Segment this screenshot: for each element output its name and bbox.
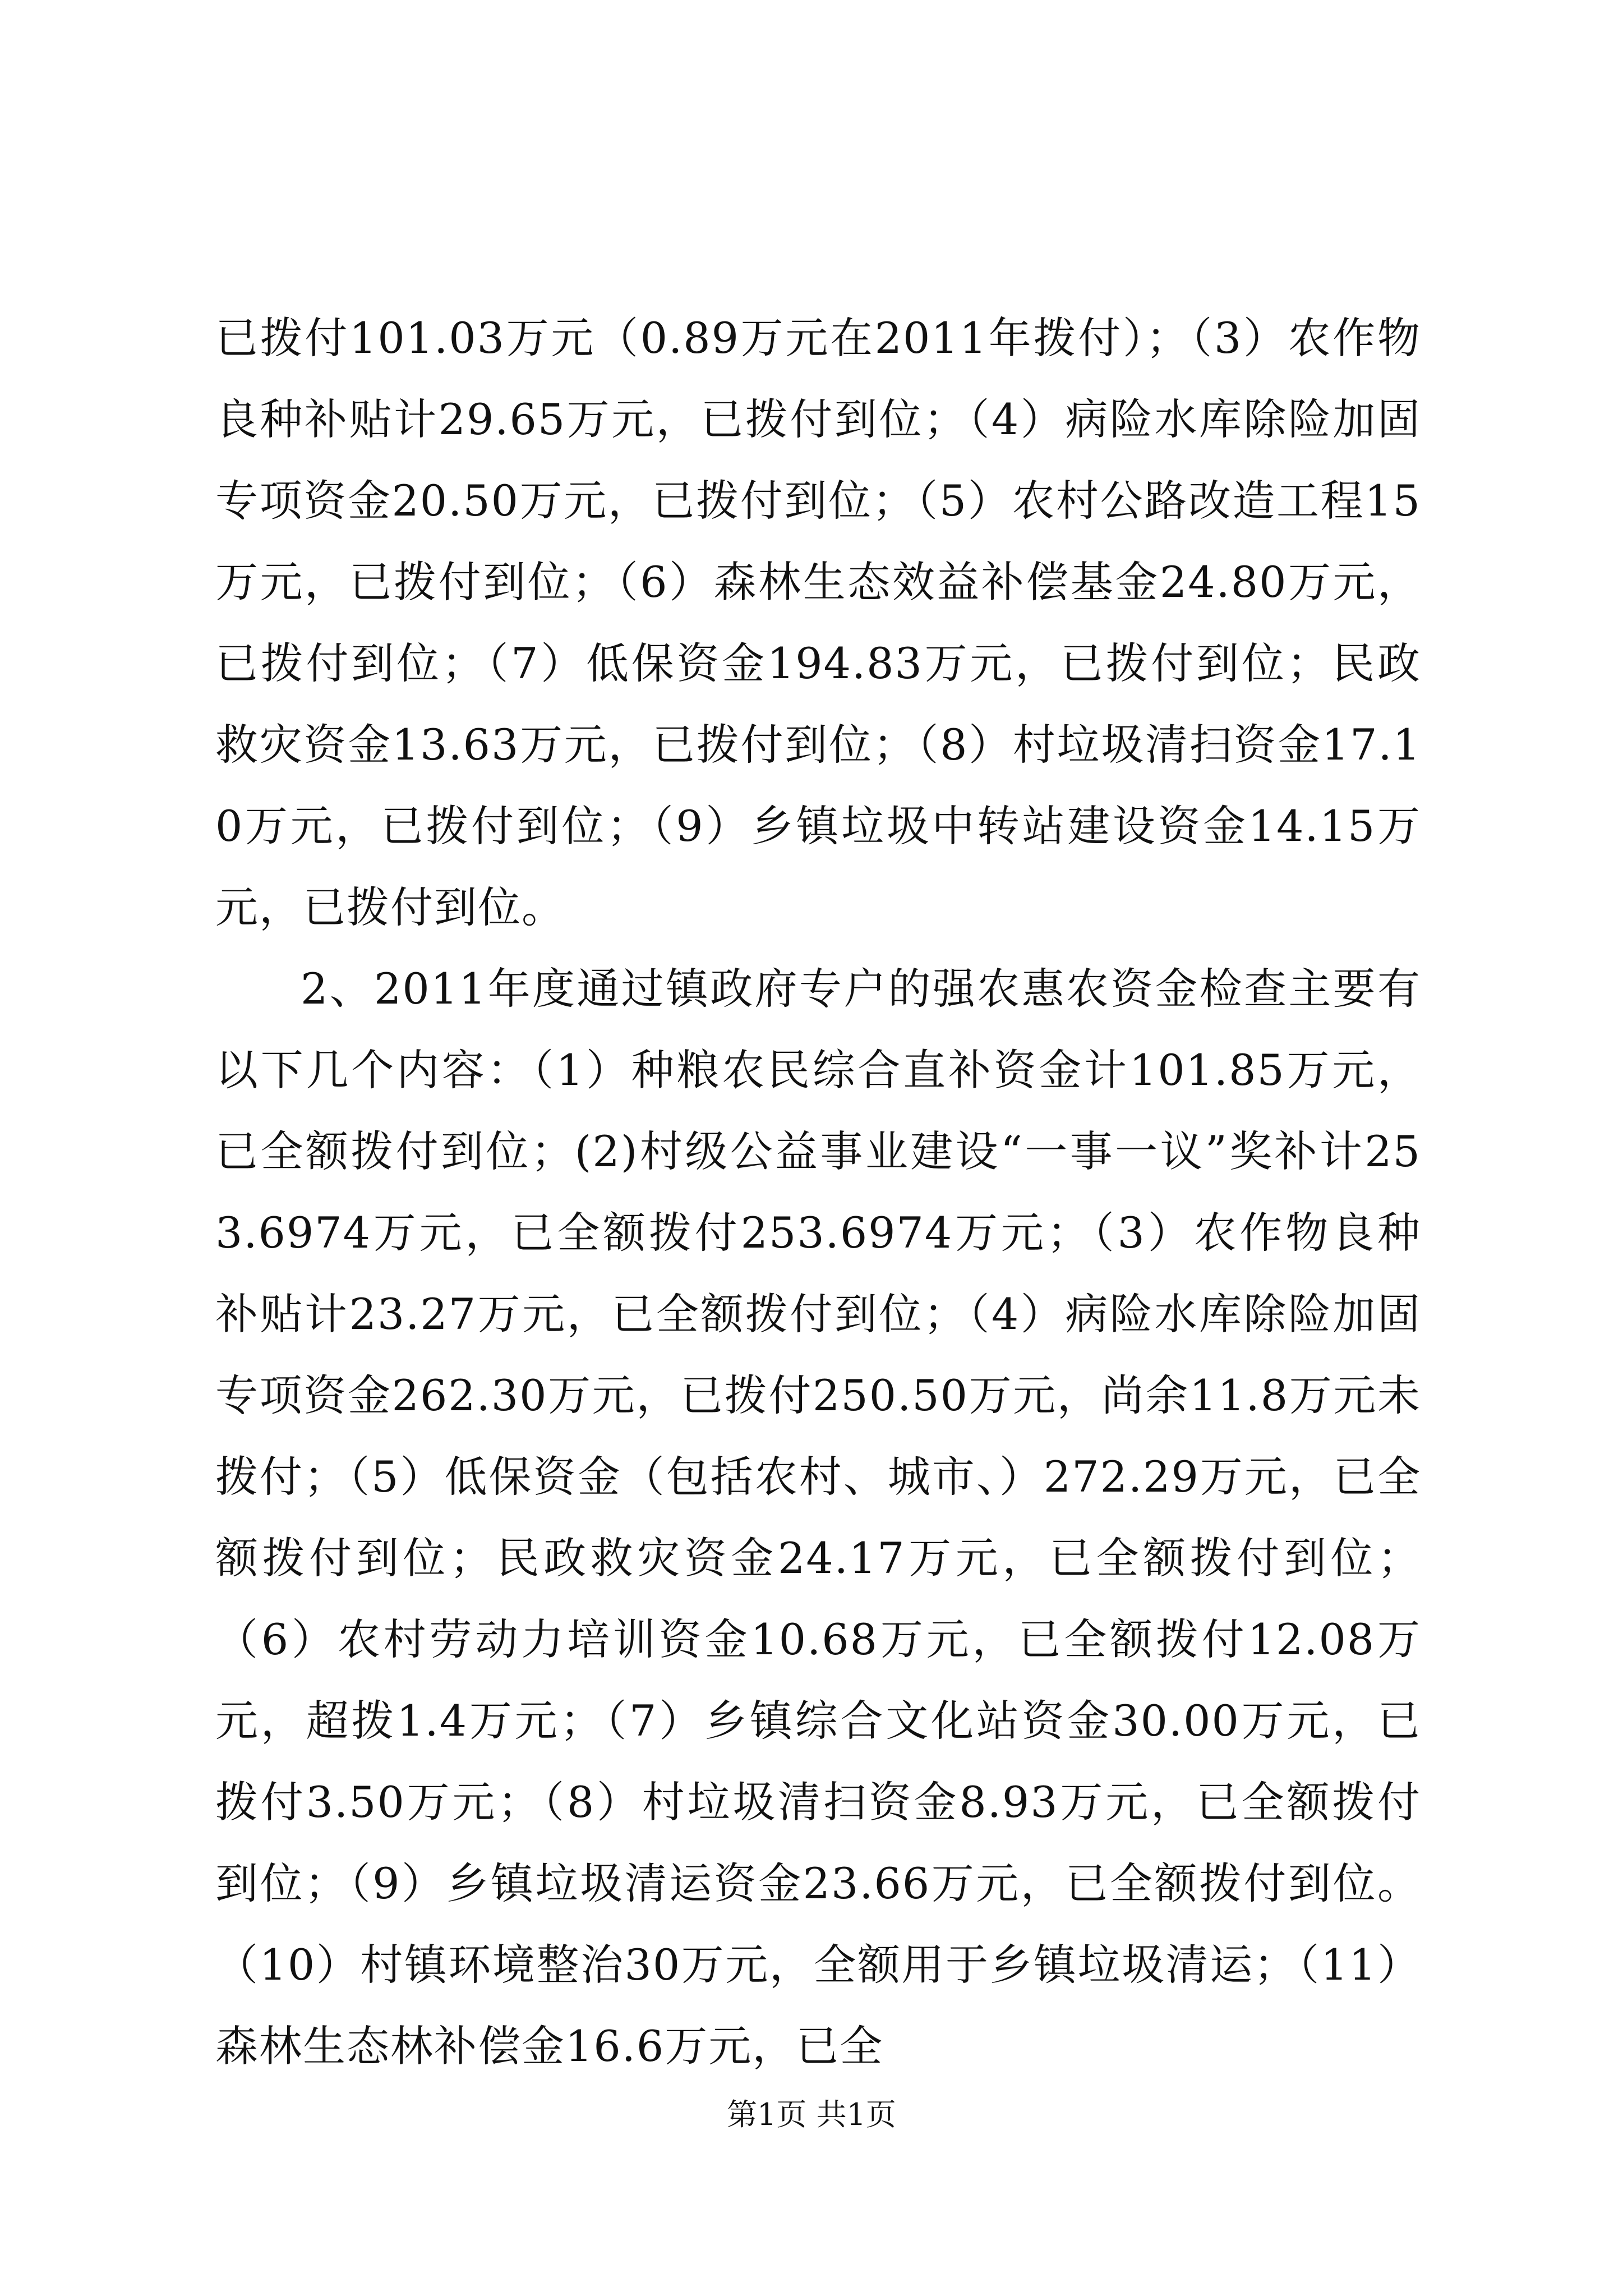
document-body <box>215 297 1421 2087</box>
paragraph-continuation: 已拨付101.03万元（0.89万元在2011年拨付）；（3）农作物良种补贴计29.65万元，已拨付到位；（4）病险水库除险加固专项资金20.50万元，已拨付到位；（5）农村公路改造工程15万元，已拨付到位；（6）森林生态效益补偿基金24.80万元，已拨付到位；（7）低保资金194.83万元，已拨付到位；民政救灾资金13.63万元，已拨付到位；（8）村垃圾清扫资金17.10万元，已拨付到位；（9）乡镇垃圾中转站建设资金14.15万元，已拨付到位。 <box>215 313 1421 932</box>
paragraph-section-2: 2、2011年度通过镇政府专户的强农惠农资金检查主要有以下几个内容：（1）种粮农民综合直补资金计101.85万元，已全额拨付到位；(2)村级公益事业建设“一事一议”奖补计253.6974万元，已全额拨付253.6974万元；（3）农作物良种补贴计23.27万元，已全额拨付到位；（4）病险水库除险加固专项资金262.30万元，已拨付250.50万元，尚余11.8万元未拨付；（5）低保资金（包括农村、城市、）272.29万元，已全额拨付到位；民政救灾资金24.17万元，已全额拨付到位；（6）农村劳动力培训资金10.68万元，已全额拨付12.08万元，超拨1.4万元；（7）乡镇综合文化站资金30.00万元，已拨付3.50万元；（8）村垃圾清扫资金8.93万元，已全额拨付到位；（9）乡镇垃圾清运资金23.66万元，已全额拨付到位。（10）村镇环境整治30万元，全额用于乡镇垃圾清运；（11）森林生态林补偿金16.6万元，已全 <box>215 964 1421 2071</box>
page-footer: 第1页 共1页 <box>727 2097 896 2132</box>
